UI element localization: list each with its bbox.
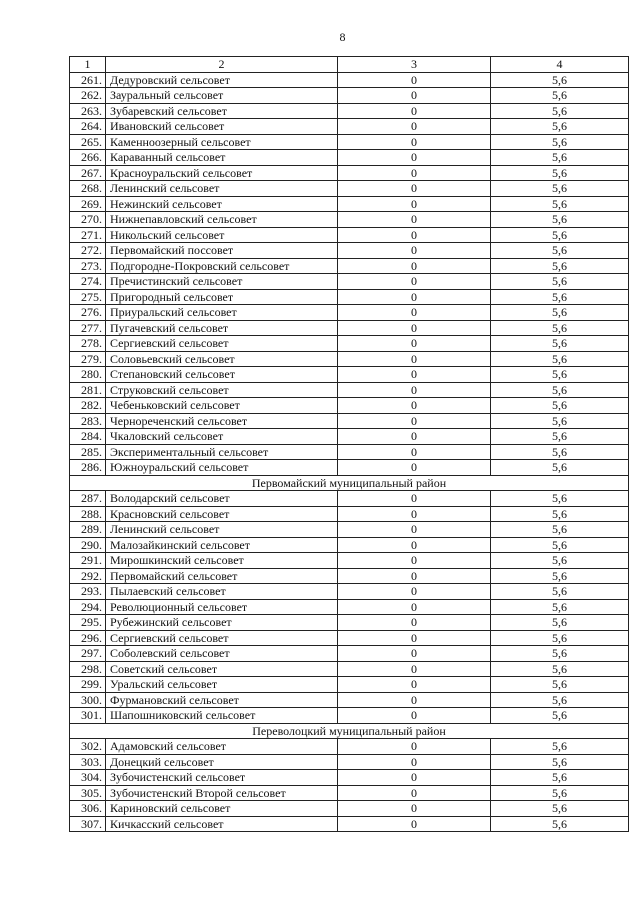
value-cell: 0 xyxy=(338,615,491,631)
name-cell: Пылаевский сельсовет xyxy=(106,584,338,600)
name-cell: Сергиевский сельсовет xyxy=(106,630,338,646)
table-row xyxy=(70,134,629,150)
value-cell: 0 xyxy=(338,770,491,786)
table-row xyxy=(70,816,629,832)
value-cell: 0 xyxy=(338,677,491,693)
row-number-cell: 290. xyxy=(70,537,106,553)
row-number-cell: 291. xyxy=(70,553,106,569)
table-row xyxy=(70,258,629,274)
value-cell: 0 xyxy=(338,88,491,104)
value-cell: 0 xyxy=(338,305,491,321)
table-row xyxy=(70,351,629,367)
row-number-cell: 277. xyxy=(70,320,106,336)
value-cell: 5,6 xyxy=(491,584,629,600)
table-row xyxy=(70,398,629,414)
section-header-row xyxy=(70,723,629,739)
name-cell: Пугачевский сельсовет xyxy=(106,320,338,336)
row-number-cell: 265. xyxy=(70,134,106,150)
table-row xyxy=(70,491,629,507)
name-cell: Подгородне-Покровский сельсовет xyxy=(106,258,338,274)
table-row xyxy=(70,708,629,724)
table-row xyxy=(70,584,629,600)
row-number-cell: 302. xyxy=(70,739,106,755)
name-cell: Кичкасский сельсовет xyxy=(106,816,338,832)
row-number-cell: 307. xyxy=(70,816,106,832)
value-cell: 5,6 xyxy=(491,274,629,290)
table-row xyxy=(70,196,629,212)
value-cell: 0 xyxy=(338,460,491,476)
value-cell: 0 xyxy=(338,258,491,274)
row-number-cell: 263. xyxy=(70,103,106,119)
value-cell: 0 xyxy=(338,491,491,507)
table-row xyxy=(70,165,629,181)
table-row xyxy=(70,212,629,228)
value-cell: 0 xyxy=(338,785,491,801)
value-cell: 0 xyxy=(338,739,491,755)
value-cell: 5,6 xyxy=(491,336,629,352)
table-row xyxy=(70,553,629,569)
value-cell: 0 xyxy=(338,398,491,414)
table-row xyxy=(70,599,629,615)
name-cell: Донецкий сельсовет xyxy=(106,754,338,770)
name-cell: Уральский сельсовет xyxy=(106,677,338,693)
table-row xyxy=(70,119,629,135)
table-row xyxy=(70,522,629,538)
value-cell: 5,6 xyxy=(491,692,629,708)
table-row xyxy=(70,88,629,104)
name-cell: Мирошкинский сельсовет xyxy=(106,553,338,569)
row-number-cell: 300. xyxy=(70,692,106,708)
table-row xyxy=(70,506,629,522)
value-cell: 0 xyxy=(338,150,491,166)
table-row xyxy=(70,661,629,677)
name-cell: Зауральный сельсовет xyxy=(106,88,338,104)
column-header: 4 xyxy=(491,57,629,73)
value-cell: 0 xyxy=(338,336,491,352)
value-cell: 5,6 xyxy=(491,320,629,336)
table-row xyxy=(70,413,629,429)
table-row xyxy=(70,367,629,383)
value-cell: 0 xyxy=(338,801,491,817)
table-row xyxy=(70,320,629,336)
value-cell: 5,6 xyxy=(491,103,629,119)
row-number-cell: 274. xyxy=(70,274,106,290)
row-number-cell: 276. xyxy=(70,305,106,321)
table-row xyxy=(70,537,629,553)
value-cell: 5,6 xyxy=(491,460,629,476)
value-cell: 5,6 xyxy=(491,677,629,693)
value-cell: 5,6 xyxy=(491,243,629,259)
value-cell: 5,6 xyxy=(491,196,629,212)
name-cell: Караванный сельсовет xyxy=(106,150,338,166)
value-cell: 5,6 xyxy=(491,816,629,832)
value-cell: 0 xyxy=(338,212,491,228)
row-number-cell: 273. xyxy=(70,258,106,274)
value-cell: 5,6 xyxy=(491,429,629,445)
name-cell: Экспериментальный сельсовет xyxy=(106,444,338,460)
name-cell: Фурмановский сельсовет xyxy=(106,692,338,708)
table-row xyxy=(70,568,629,584)
name-cell: Малозайкинский сельсовет xyxy=(106,537,338,553)
row-number-cell: 271. xyxy=(70,227,106,243)
table-row xyxy=(70,739,629,755)
name-cell: Никольский сельсовет xyxy=(106,227,338,243)
row-number-cell: 281. xyxy=(70,382,106,398)
table-row xyxy=(70,227,629,243)
value-cell: 0 xyxy=(338,382,491,398)
table-row xyxy=(70,801,629,817)
value-cell: 0 xyxy=(338,227,491,243)
value-cell: 5,6 xyxy=(491,227,629,243)
value-cell: 5,6 xyxy=(491,398,629,414)
value-cell: 5,6 xyxy=(491,165,629,181)
value-cell: 5,6 xyxy=(491,785,629,801)
name-cell: Адамовский сельсовет xyxy=(106,739,338,755)
value-cell: 0 xyxy=(338,568,491,584)
row-number-cell: 299. xyxy=(70,677,106,693)
row-number-cell: 268. xyxy=(70,181,106,197)
value-cell: 0 xyxy=(338,274,491,290)
value-cell: 5,6 xyxy=(491,212,629,228)
data-table xyxy=(69,56,629,832)
row-number-cell: 272. xyxy=(70,243,106,259)
value-cell: 5,6 xyxy=(491,630,629,646)
row-number-cell: 295. xyxy=(70,615,106,631)
name-cell: Южноуральский сельсовет xyxy=(106,460,338,476)
value-cell: 5,6 xyxy=(491,646,629,662)
table-row xyxy=(70,289,629,305)
value-cell: 0 xyxy=(338,165,491,181)
row-number-cell: 283. xyxy=(70,413,106,429)
value-cell: 5,6 xyxy=(491,258,629,274)
value-cell: 5,6 xyxy=(491,305,629,321)
value-cell: 0 xyxy=(338,243,491,259)
row-number-cell: 292. xyxy=(70,568,106,584)
table-row xyxy=(70,72,629,88)
name-cell: Зубаревский сельсовет xyxy=(106,103,338,119)
table-row xyxy=(70,305,629,321)
table-row xyxy=(70,181,629,197)
table-row xyxy=(70,785,629,801)
name-cell: Советский сельсовет xyxy=(106,661,338,677)
row-number-cell: 288. xyxy=(70,506,106,522)
value-cell: 5,6 xyxy=(491,367,629,383)
value-cell: 0 xyxy=(338,351,491,367)
value-cell: 5,6 xyxy=(491,661,629,677)
table-row xyxy=(70,692,629,708)
value-cell: 5,6 xyxy=(491,754,629,770)
value-cell: 0 xyxy=(338,506,491,522)
table-row xyxy=(70,615,629,631)
name-cell: Степановский сельсовет xyxy=(106,367,338,383)
value-cell: 5,6 xyxy=(491,351,629,367)
table-body xyxy=(70,57,629,832)
value-cell: 5,6 xyxy=(491,553,629,569)
row-number-cell: 303. xyxy=(70,754,106,770)
table-row xyxy=(70,103,629,119)
name-cell: Соболевский сельсовет xyxy=(106,646,338,662)
name-cell: Кариновский сельсовет xyxy=(106,801,338,817)
value-cell: 0 xyxy=(338,630,491,646)
value-cell: 0 xyxy=(338,553,491,569)
row-number-cell: 270. xyxy=(70,212,106,228)
value-cell: 5,6 xyxy=(491,382,629,398)
row-number-cell: 305. xyxy=(70,785,106,801)
value-cell: 5,6 xyxy=(491,801,629,817)
value-cell: 0 xyxy=(338,181,491,197)
table-row xyxy=(70,460,629,476)
row-number-cell: 293. xyxy=(70,584,106,600)
table-row xyxy=(70,630,629,646)
value-cell: 0 xyxy=(338,367,491,383)
name-cell: Чкаловский сельсовет xyxy=(106,429,338,445)
row-number-cell: 261. xyxy=(70,72,106,88)
table-row xyxy=(70,770,629,786)
section-header-row xyxy=(70,475,629,491)
name-cell: Приуральский сельсовет xyxy=(106,305,338,321)
row-number-cell: 264. xyxy=(70,119,106,135)
value-cell: 0 xyxy=(338,103,491,119)
name-cell: Красноуральский сельсовет xyxy=(106,165,338,181)
name-cell: Чебеньковский сельсовет xyxy=(106,398,338,414)
row-number-cell: 301. xyxy=(70,708,106,724)
value-cell: 5,6 xyxy=(491,289,629,305)
value-cell: 0 xyxy=(338,816,491,832)
page-number: 8 xyxy=(339,30,346,44)
column-header: 1 xyxy=(70,57,106,73)
table-row xyxy=(70,150,629,166)
name-cell: Нежинский сельсовет xyxy=(106,196,338,212)
value-cell: 5,6 xyxy=(491,88,629,104)
name-cell: Революционный сельсовет xyxy=(106,599,338,615)
row-number-cell: 269. xyxy=(70,196,106,212)
row-number-cell: 294. xyxy=(70,599,106,615)
value-cell: 0 xyxy=(338,522,491,538)
name-cell: Шапошниковский сельсовет xyxy=(106,708,338,724)
value-cell: 5,6 xyxy=(491,568,629,584)
row-number-cell: 306. xyxy=(70,801,106,817)
section-title: Первомайский муниципальный район xyxy=(70,475,629,491)
value-cell: 0 xyxy=(338,429,491,445)
value-cell: 0 xyxy=(338,646,491,662)
value-cell: 0 xyxy=(338,444,491,460)
value-cell: 0 xyxy=(338,661,491,677)
name-cell: Первомайский поссовет xyxy=(106,243,338,259)
value-cell: 0 xyxy=(338,584,491,600)
name-cell: Дедуровский сельсовет xyxy=(106,72,338,88)
value-cell: 5,6 xyxy=(491,506,629,522)
value-cell: 0 xyxy=(338,196,491,212)
value-cell: 5,6 xyxy=(491,150,629,166)
name-cell: Первомайский сельсовет xyxy=(106,568,338,584)
row-number-cell: 266. xyxy=(70,150,106,166)
row-number-cell: 287. xyxy=(70,491,106,507)
row-number-cell: 262. xyxy=(70,88,106,104)
name-cell: Нижнепавловский сельсовет xyxy=(106,212,338,228)
section-title: Переволоцкий муниципальный район xyxy=(70,723,629,739)
name-cell: Ивановский сельсовет xyxy=(106,119,338,135)
name-cell: Зубочистенский Второй сельсовет xyxy=(106,785,338,801)
table-row xyxy=(70,429,629,445)
table-row xyxy=(70,677,629,693)
name-cell: Чернореченский сельсовет xyxy=(106,413,338,429)
row-number-cell: 286. xyxy=(70,460,106,476)
row-number-cell: 280. xyxy=(70,367,106,383)
name-cell: Струковский сельсовет xyxy=(106,382,338,398)
value-cell: 5,6 xyxy=(491,537,629,553)
value-cell: 0 xyxy=(338,413,491,429)
value-cell: 0 xyxy=(338,72,491,88)
row-number-cell: 289. xyxy=(70,522,106,538)
table-header-row xyxy=(70,57,629,73)
value-cell: 5,6 xyxy=(491,615,629,631)
row-number-cell: 297. xyxy=(70,646,106,662)
row-number-cell: 284. xyxy=(70,429,106,445)
row-number-cell: 296. xyxy=(70,630,106,646)
value-cell: 0 xyxy=(338,537,491,553)
table-row xyxy=(70,444,629,460)
name-cell: Рубежинский сельсовет xyxy=(106,615,338,631)
value-cell: 0 xyxy=(338,754,491,770)
column-header: 3 xyxy=(338,57,491,73)
value-cell: 0 xyxy=(338,134,491,150)
value-cell: 5,6 xyxy=(491,770,629,786)
value-cell: 5,6 xyxy=(491,72,629,88)
row-number-cell: 279. xyxy=(70,351,106,367)
value-cell: 5,6 xyxy=(491,491,629,507)
name-cell: Володарский сельсовет xyxy=(106,491,338,507)
value-cell: 0 xyxy=(338,119,491,135)
name-cell: Пречистинский сельсовет xyxy=(106,274,338,290)
value-cell: 5,6 xyxy=(491,444,629,460)
value-cell: 5,6 xyxy=(491,181,629,197)
name-cell: Ленинский сельсовет xyxy=(106,522,338,538)
value-cell: 0 xyxy=(338,289,491,305)
table-row xyxy=(70,243,629,259)
value-cell: 5,6 xyxy=(491,708,629,724)
value-cell: 0 xyxy=(338,708,491,724)
value-cell: 5,6 xyxy=(491,599,629,615)
table-row xyxy=(70,382,629,398)
value-cell: 5,6 xyxy=(491,522,629,538)
name-cell: Сергиевский сельсовет xyxy=(106,336,338,352)
name-cell: Зубочистенский сельсовет xyxy=(106,770,338,786)
row-number-cell: 282. xyxy=(70,398,106,414)
value-cell: 5,6 xyxy=(491,119,629,135)
row-number-cell: 298. xyxy=(70,661,106,677)
name-cell: Соловьевский сельсовет xyxy=(106,351,338,367)
row-number-cell: 275. xyxy=(70,289,106,305)
table-row xyxy=(70,646,629,662)
table-row xyxy=(70,336,629,352)
value-cell: 5,6 xyxy=(491,739,629,755)
name-cell: Каменноозерный сельсовет xyxy=(106,134,338,150)
name-cell: Пригородный сельсовет xyxy=(106,289,338,305)
name-cell: Красновский сельсовет xyxy=(106,506,338,522)
value-cell: 5,6 xyxy=(491,134,629,150)
value-cell: 5,6 xyxy=(491,413,629,429)
row-number-cell: 267. xyxy=(70,165,106,181)
table-row xyxy=(70,274,629,290)
row-number-cell: 304. xyxy=(70,770,106,786)
table-row xyxy=(70,754,629,770)
value-cell: 0 xyxy=(338,599,491,615)
row-number-cell: 278. xyxy=(70,336,106,352)
value-cell: 0 xyxy=(338,692,491,708)
column-header: 2 xyxy=(106,57,338,73)
value-cell: 0 xyxy=(338,320,491,336)
row-number-cell: 285. xyxy=(70,444,106,460)
name-cell: Ленинский сельсовет xyxy=(106,181,338,197)
